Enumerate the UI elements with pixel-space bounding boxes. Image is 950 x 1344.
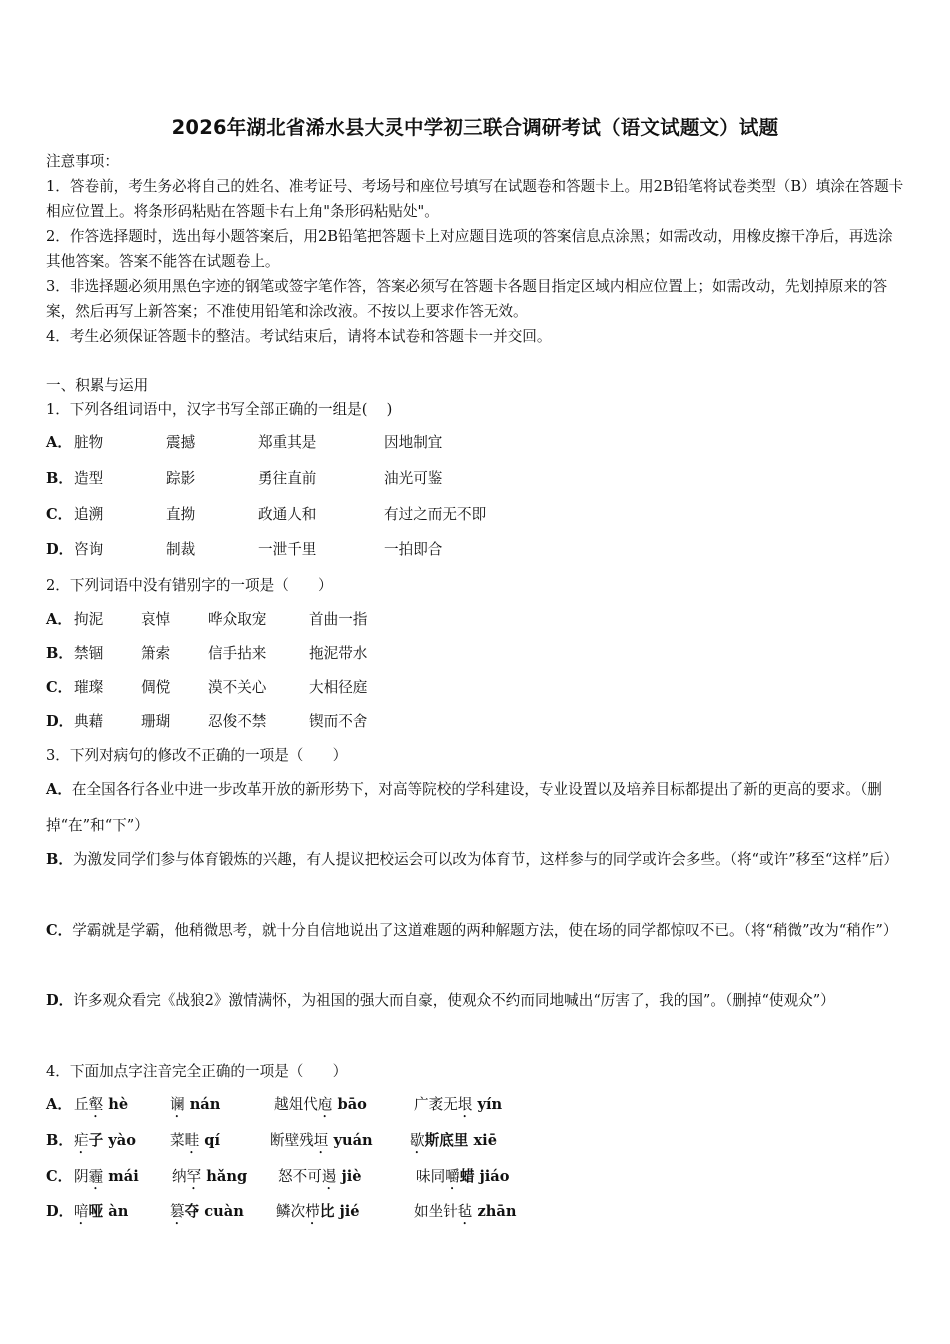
question-1-stem: 1．下列各组词语中，汉字书写全部正确的一组是( ) [46,401,393,418]
word: 郑重其是 [258,434,317,451]
word: 箫索 [141,645,171,662]
q4-option-a[interactable] [46,1095,646,1119]
pinyin-item: 越俎代庖 bāo [274,1096,367,1113]
q1-option-a[interactable] [46,433,646,455]
option-label: B． [46,1132,73,1149]
word: 因地制宜 [384,434,443,451]
pinyin-item: 广袤无垠 yín [414,1096,503,1113]
question-2-stem: 2．下列词语中没有错别字的一项是（ ） [46,577,333,594]
option-label: D． [46,992,74,1009]
word: 咨询 [74,541,104,558]
pinyin-item: 菜畦 qí [170,1132,221,1149]
option-label: B． [46,851,73,868]
word: 忍俊不禁 [208,713,267,730]
option-label: C． [46,679,73,696]
word: 有过之而无不即 [384,506,487,523]
pinyin-item: 篡夺 cuàn [170,1203,244,1220]
q3-option-d[interactable] [46,983,906,1019]
word: 一拍即合 [384,541,443,558]
option-label: C． [46,506,73,523]
option-label: D． [46,713,74,730]
word: 首曲一指 [309,611,368,628]
word: 拘泥 [74,611,104,628]
option-label: A． [46,781,72,798]
question-3-stem: 3．下列对病句的修改不正确的一项是（ ） [46,747,348,764]
pinyin-item: 怒不可遏 jiè [278,1168,362,1185]
pinyin-item: 鳞次栉比 jié [276,1203,360,1220]
notice-item-4: 4．考生必须保证答题卡的整洁。考试结束后，请将本试卷和答题卡一并交回。 [46,328,552,345]
option-text: 学霸就是学霸，他稍微思考，就十分自信地说出了这道难题的两种解题方法，使在场的同学都惊叹不已。（将“稍微”改为“稍作”） [72,922,898,939]
pinyin-item: 如坐针毡 zhān [414,1203,517,1220]
word: 一泄千里 [258,541,317,558]
q3-option-c[interactable] [46,913,906,949]
word: 璀璨 [74,679,104,696]
word: 哀悼 [141,611,171,628]
option-text: 为激发同学们参与体育锻炼的兴趣，有人提议把校运会可以改为体育节，这样参与的同学或许会多些。（将“或许”移至“这样”后） [72,851,899,868]
word: 油光可鉴 [384,470,443,487]
q1-option-d[interactable] [46,540,646,562]
option-label: D． [46,1203,74,1220]
word: 勇往直前 [258,470,317,487]
question-4-stem: 4．下面加点字注音完全正确的一项是（ ） [46,1063,348,1080]
word: 哗众取宠 [208,611,267,628]
q2-option-d[interactable] [46,712,546,734]
word: 信手拈来 [208,645,267,662]
word: 踪影 [166,470,196,487]
option-label: C． [46,922,73,939]
q1-option-b[interactable] [46,469,646,491]
pinyin-item: 丘壑 hè [74,1096,129,1113]
option-label: A． [46,434,72,451]
notice-item-3: 3．非选择题必须用黑色字迹的钢笔或签字笔作答，答案必须写在答题卡各题目指定区域内相应位置上；如需改动，先划掉原来的答案，然后再写上新答案；不准使用铅笔和涂改液。不按以上要求作答无效。 [46,278,888,320]
word: 珊瑚 [141,713,171,730]
word: 漠不关心 [208,679,267,696]
word: 脏物 [74,434,104,451]
pinyin-item: 断壁残垣 yuán [270,1132,373,1149]
word: 拖泥带水 [309,645,368,662]
word: 政通人和 [258,506,317,523]
word: 大相径庭 [309,679,368,696]
q2-option-b[interactable] [46,644,546,666]
word: 直拗 [166,506,196,523]
pinyin-item: 味同嚼蜡 jiáo [416,1168,510,1185]
pinyin-item: 阴霾 mái [74,1168,139,1185]
word: 制裁 [166,541,196,558]
word: 倜傥 [141,679,171,696]
q1-option-c[interactable] [46,505,646,527]
notice-item-1: 1．答卷前，考生务必将自己的姓名、准考证号、考场号和座位号填写在试题卷和答题卡上。用2B铅笔将试卷类型（B）填涂在答题卡相应位置上。将条形码粘贴在答题卡右上角"条形码粘贴处"。 [46,178,904,220]
q4-option-c[interactable] [46,1167,646,1191]
q4-option-d[interactable] [46,1202,646,1226]
notice-item-2: 2．作答选择题时，选出每小题答案后，用2B铅笔把答题卡上对应题目选项的答案信息点涂黑；如需改动，用橡皮擦干净后，再选涂其他答案。答案不能答在试题卷上。 [46,228,893,270]
option-label: A． [46,611,72,628]
word: 典藉 [74,713,104,730]
option-label: B． [46,645,73,662]
pinyin-item: 纳罕 hǎng [172,1168,248,1185]
q4-option-b[interactable] [46,1131,646,1155]
word: 锲而不舍 [309,713,368,730]
q3-option-b[interactable] [46,842,906,878]
pinyin-item: 疟子 yào [74,1132,136,1149]
pinyin-item: 谰 nán [170,1096,221,1113]
option-label: C． [46,1168,73,1185]
word: 造型 [74,470,104,487]
word: 追溯 [74,506,104,523]
q2-option-c[interactable] [46,678,546,700]
option-label: A． [46,1096,72,1113]
q3-option-a[interactable] [46,772,906,844]
page-title: 2026年湖北省浠水县大灵中学初三联合调研考试（语文试题文）试题 [171,116,779,139]
option-label: D． [46,541,74,558]
option-label: B． [46,470,73,487]
word: 震撼 [166,434,196,451]
pinyin-item: 歇斯底里 xiē [410,1132,498,1149]
option-text: 许多观众看完《战狼2》激情满怀，为祖国的强大而自豪，使观众不约而同地喊出“厉害了，我的国”。（删掉“使观众”） [73,992,835,1009]
pinyin-item: 喑哑 àn [74,1203,129,1220]
section-heading: 一、积累与运用 [46,377,149,394]
option-text: 在全国各行各业中进一步改革开放的新形势下，对高等院校的学科建设，专业设置以及培养目标都提出了新的更高的要求。（删掉“在”和“下”） [46,781,882,834]
q2-option-a[interactable] [46,610,546,632]
notice-heading: 注意事项： [46,153,119,170]
word: 禁锢 [74,645,104,662]
